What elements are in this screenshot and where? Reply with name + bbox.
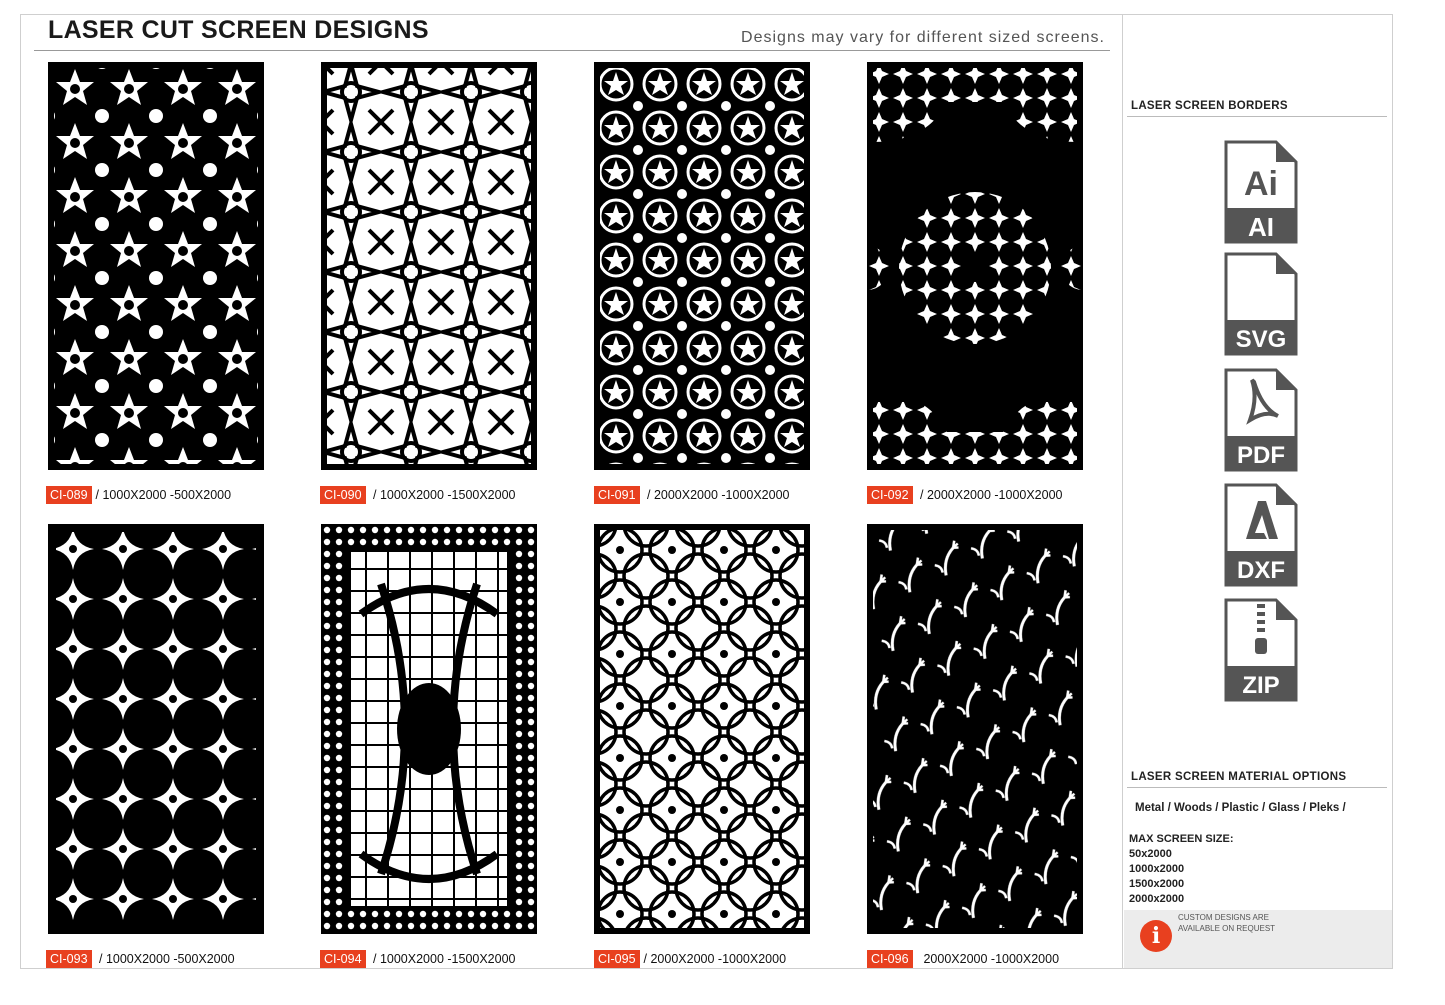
design-sizes: 1000X2000 -500X2000 (105, 952, 235, 966)
pattern-framed-oval-icon (321, 524, 537, 934)
design-caption-ci-089: CI-089 / 1000X2000 -500X2000 (46, 486, 231, 504)
max-size-heading: MAX SCREEN SIZE: (1129, 833, 1234, 845)
design-caption-ci-096 (867, 950, 1059, 968)
design-code-badge: CI-095 (594, 950, 640, 968)
materials-heading: LASER SCREEN MATERIAL OPTIONS (1131, 771, 1347, 783)
design-code-badge: CI-094 (320, 950, 366, 968)
design-sizes: 2000X2000 -1000X2000 (926, 488, 1063, 502)
max-size-item: 50x2000 (1129, 848, 1172, 860)
design-code-badge: CI-092 (867, 486, 913, 504)
pattern-rosette-grid-icon (594, 62, 810, 470)
design-caption-ci-090: CI-090 / 1000X2000 -1500X2000 (320, 486, 516, 504)
design-caption-ci-093: CI-093 / 1000X2000 -500X2000 (46, 950, 235, 968)
borders-divider (1127, 116, 1387, 117)
design-sizes: 1000X2000 -500X2000 (102, 488, 232, 502)
dxf-file-icon (1224, 483, 1298, 587)
materials-divider (1127, 787, 1387, 788)
design-code-badge: CI-090 (320, 486, 366, 504)
zip-file-icon (1224, 598, 1298, 702)
info-icon: i (1140, 920, 1172, 952)
title-divider (34, 50, 1110, 51)
design-sizes: 2000X2000 -1000X2000 (653, 488, 790, 502)
design-caption-ci-092: CI-092 / 2000X2000 -1000X2000 (867, 486, 1063, 504)
pattern-star-tile-icon (48, 524, 264, 934)
design-code-badge: CI-089 (46, 486, 92, 504)
pdf-file-icon (1224, 368, 1298, 472)
design-caption-ci-091: CI-091 / 2000X2000 -1000X2000 (594, 486, 790, 504)
design-panel-ci-096 (867, 524, 1083, 934)
design-caption-ci-094: CI-094 / 1000X2000 -1500X2000 (320, 950, 516, 968)
design-caption-ci-095: CI-095 / 2000X2000 -1000X2000 (594, 950, 786, 968)
design-sizes: 1000X2000 -1500X2000 (379, 488, 516, 502)
custom-designs-note: CUSTOM DESIGNS ARE AVAILABLE ON REQUEST (1178, 913, 1276, 933)
adobe-illustrator-icon (1224, 140, 1298, 244)
design-sizes: 2000X2000 -1000X2000 (650, 952, 787, 966)
design-code-badge: CI-096 (867, 950, 913, 968)
design-panel-ci-090 (321, 62, 537, 470)
max-size-item: 1000x2000 (1129, 863, 1185, 875)
ai-glyph: Ai (1244, 165, 1278, 203)
design-panel-ci-092 (867, 62, 1083, 470)
page-subtitle: Designs may vary for different sized screens. (741, 29, 1105, 46)
design-code-badge: CI-093 (46, 950, 92, 968)
page-title: LASER CUT SCREEN DESIGNS (48, 16, 429, 44)
max-size-block (1129, 832, 1234, 907)
max-size-item: 1500x2000 (1129, 878, 1185, 890)
pattern-star-lattice-icon (48, 62, 264, 470)
design-panel-ci-095 (594, 524, 810, 934)
svg-label: SVG (1235, 326, 1287, 353)
sidebar-divider (1122, 14, 1123, 969)
borders-heading: LASER SCREEN BORDERS (1131, 100, 1288, 112)
ai-label: AI (1248, 212, 1274, 242)
materials-list: Metal / Woods / Plastic / Glass / Pleks / (1135, 802, 1346, 814)
design-panel-ci-089 (48, 62, 264, 470)
design-panel-ci-091 (594, 62, 810, 470)
dxf-label: DXF (1237, 557, 1285, 584)
design-sizes: 2000X2000 -1000X2000 (923, 952, 1060, 966)
design-code-badge: CI-091 (594, 486, 640, 504)
max-size-item: 2000x2000 (1129, 893, 1185, 905)
svg-file-icon (1224, 252, 1298, 356)
design-sizes: 1000X2000 -1500X2000 (379, 952, 516, 966)
zip-label: ZIP (1242, 672, 1280, 699)
pattern-medallion-icon (867, 62, 1083, 470)
pattern-floral-swirl-icon (867, 524, 1083, 934)
pattern-interlaced-circles-icon (594, 524, 810, 934)
pattern-geometric-web-icon (321, 62, 537, 470)
design-panel-ci-094 (321, 524, 537, 934)
pdf-label: PDF (1237, 442, 1285, 469)
design-panel-ci-093 (48, 524, 264, 934)
